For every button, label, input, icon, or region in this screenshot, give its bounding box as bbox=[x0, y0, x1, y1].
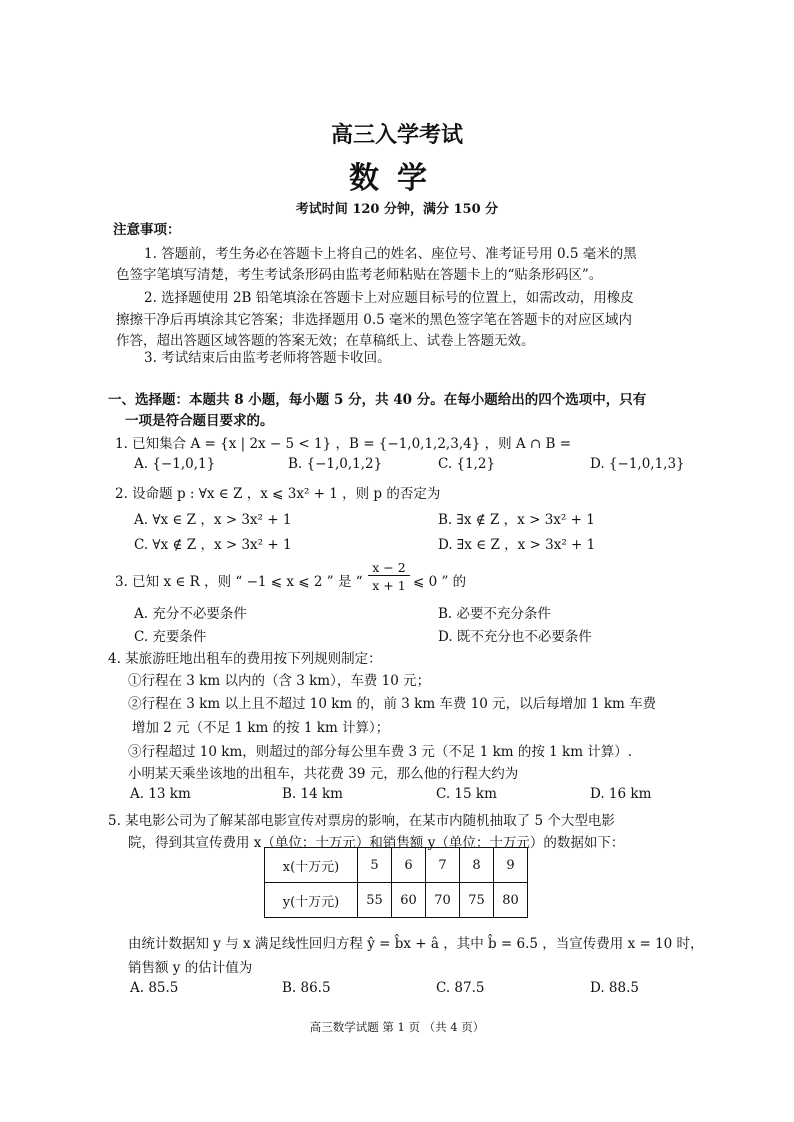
q1-option-d: D. {−1,0,1,3} bbox=[590, 456, 685, 472]
question-2: 2. 设命题 p : ∀x ∈ Z ，x ⩽ 3x² + 1 ，则 p 的否定为 bbox=[115, 486, 441, 502]
q5-question: 销售额 y 的估计值为 bbox=[128, 960, 253, 976]
table-cell: 80 bbox=[494, 883, 528, 918]
q3-option-d: D. 既不充分也不必要条件 bbox=[438, 629, 592, 645]
data-table bbox=[264, 847, 528, 918]
question-4: 4. 某旅游旺地出租车的费用按下列规则制定： bbox=[108, 651, 382, 667]
q4-option-b: B. 14 km bbox=[282, 786, 343, 802]
q3-option-a: A. 充分不必要条件 bbox=[134, 606, 247, 622]
question-3-suffix: ⩽ 0 ” 的 bbox=[413, 574, 467, 590]
exam-title: 高三入学考试 bbox=[330, 122, 463, 148]
q2-option-d: D. ∃x ∈ Z ，x > 3x² + 1 bbox=[438, 537, 596, 553]
notice-line: 作答，超出答题区域答题的答案无效；在草稿纸上、试卷上答题无效。 bbox=[116, 333, 535, 349]
q5-option-b: B. 86.5 bbox=[282, 980, 331, 996]
question-3-prefix: 3. 已知 x ∈ R ，则 “ −1 ⩽ x ⩽ 2 ” 是 “ bbox=[115, 574, 363, 590]
table-cell: 70 bbox=[426, 883, 460, 918]
q2-option-a: A. ∀x ∈ Z ，x > 3x² + 1 bbox=[134, 512, 292, 528]
notice-line: 3. 考试结束后由监考老师将答题卡收回。 bbox=[144, 350, 391, 366]
q1-option-c: C. {1,2} bbox=[438, 456, 496, 472]
q5-option-d: D. 88.5 bbox=[590, 980, 639, 996]
exam-info: 考试时间 120 分钟，满分 150 分 bbox=[295, 202, 499, 217]
notice-line: 擦擦干净后再填涂其它答案；非选择题用 0.5 毫米的黑色签字笔在答题卡的对应区域内 bbox=[116, 312, 633, 328]
q3-fraction-denominator: x + 1 bbox=[372, 578, 406, 593]
question-5: 5. 某电影公司为了解某部电影宣传对票房的影响，在某市内随机抽取了 5 个大型电影 bbox=[108, 813, 615, 829]
table-cell: 75 bbox=[460, 883, 494, 918]
q2-option-c: C. ∀x ∉ Z ，x > 3x² + 1 bbox=[134, 537, 292, 553]
q5-option-a: A. 85.5 bbox=[130, 980, 179, 996]
subject-title: 数学 bbox=[349, 161, 445, 196]
q4-rule-2: ②行程在 3 km 以上且不超过 10 km 的，前 3 km 车费 10 元，以后每增加 1 km 车费 bbox=[128, 696, 657, 712]
notice-line: 2. 选择题使用 2B 铅笔填涂在答题卡上对应题目标号的位置上，如需改动，用橡皮 bbox=[144, 290, 634, 306]
q1-option-a: A. {−1,0,1} bbox=[134, 456, 216, 472]
table-cell: 5 bbox=[358, 848, 392, 883]
q4-rule-1: ①行程在 3 km 以内的（含 3 km），车费 10 元； bbox=[128, 673, 431, 689]
table-cell: 8 bbox=[460, 848, 494, 883]
q4-question: 小明某天乘坐该地的出租车，共花费 39 元，那么他的行程大约为 bbox=[128, 766, 519, 782]
table-cell: 55 bbox=[358, 883, 392, 918]
table-cell: 7 bbox=[426, 848, 460, 883]
table-cell: 9 bbox=[494, 848, 528, 883]
table-header-x: x(十万元) bbox=[265, 848, 358, 883]
q4-option-c: C. 15 km bbox=[436, 786, 497, 802]
table-header-y: y(十万元) bbox=[265, 883, 358, 918]
q4-rule-2-cont: 增加 2 元（不足 1 km 的按 1 km 计算）； bbox=[132, 720, 390, 736]
table-row bbox=[265, 848, 528, 883]
q3-fraction-numerator: x − 2 bbox=[368, 560, 410, 576]
section-heading: 一、选择题：本题共 8 小题，每小题 5 分，共 40 分。在每小题给出的四个选项中，只有 bbox=[108, 392, 647, 408]
table-cell: 6 bbox=[392, 848, 426, 883]
q5-regression-text: 由统计数据知 y 与 x 满足线性回归方程 ŷ = b̂x + â ，其中 b̂ = 6.5 ，当宣传费用 x = 10 时， bbox=[128, 936, 704, 952]
table-row bbox=[265, 883, 528, 918]
q5-option-c: C. 87.5 bbox=[436, 980, 485, 996]
q2-option-b: B. ∃x ∉ Z ，x > 3x² + 1 bbox=[438, 512, 595, 528]
question-1: 1. 已知集合 A = {x | 2x − 5 < 1} ，B = {−1,0,1,2,3,4} ，则 A ∩ B = bbox=[115, 436, 572, 452]
notice-line: 色签字笔填写清楚，考生考试条形码由监考老师粘贴在答题卡上的“贴条形码区”。 bbox=[116, 267, 603, 283]
question-5-cont: 院，得到其宣传费用 x（单位：十万元）和销售额 y（单位：十万元）的数据如下： bbox=[128, 835, 625, 851]
q3-option-b: B. 必要不充分条件 bbox=[438, 606, 552, 622]
notice-heading: 注意事项： bbox=[113, 222, 181, 238]
q4-rule-3: ③行程超过 10 km，则超过的部分每公里车费 3 元（不足 1 km 的按 1 km 计算）. bbox=[128, 744, 633, 760]
q3-option-c: C. 充要条件 bbox=[134, 629, 207, 645]
section-heading-cont: 一项是符合题目要求的。 bbox=[125, 413, 274, 429]
notice-line: 1. 答题前，考生务必在答题卡上将自己的姓名、座位号、准考证号用 0.5 毫米的黑 bbox=[144, 246, 637, 262]
table-cell: 60 bbox=[392, 883, 426, 918]
q4-option-a: A. 13 km bbox=[130, 786, 191, 802]
q4-option-d: D. 16 km bbox=[590, 786, 652, 802]
q1-option-b: B. {−1,0,1,2} bbox=[288, 456, 383, 472]
page-footer: 高三数学试题 第 1 页 （共 4 页） bbox=[309, 1020, 485, 1034]
